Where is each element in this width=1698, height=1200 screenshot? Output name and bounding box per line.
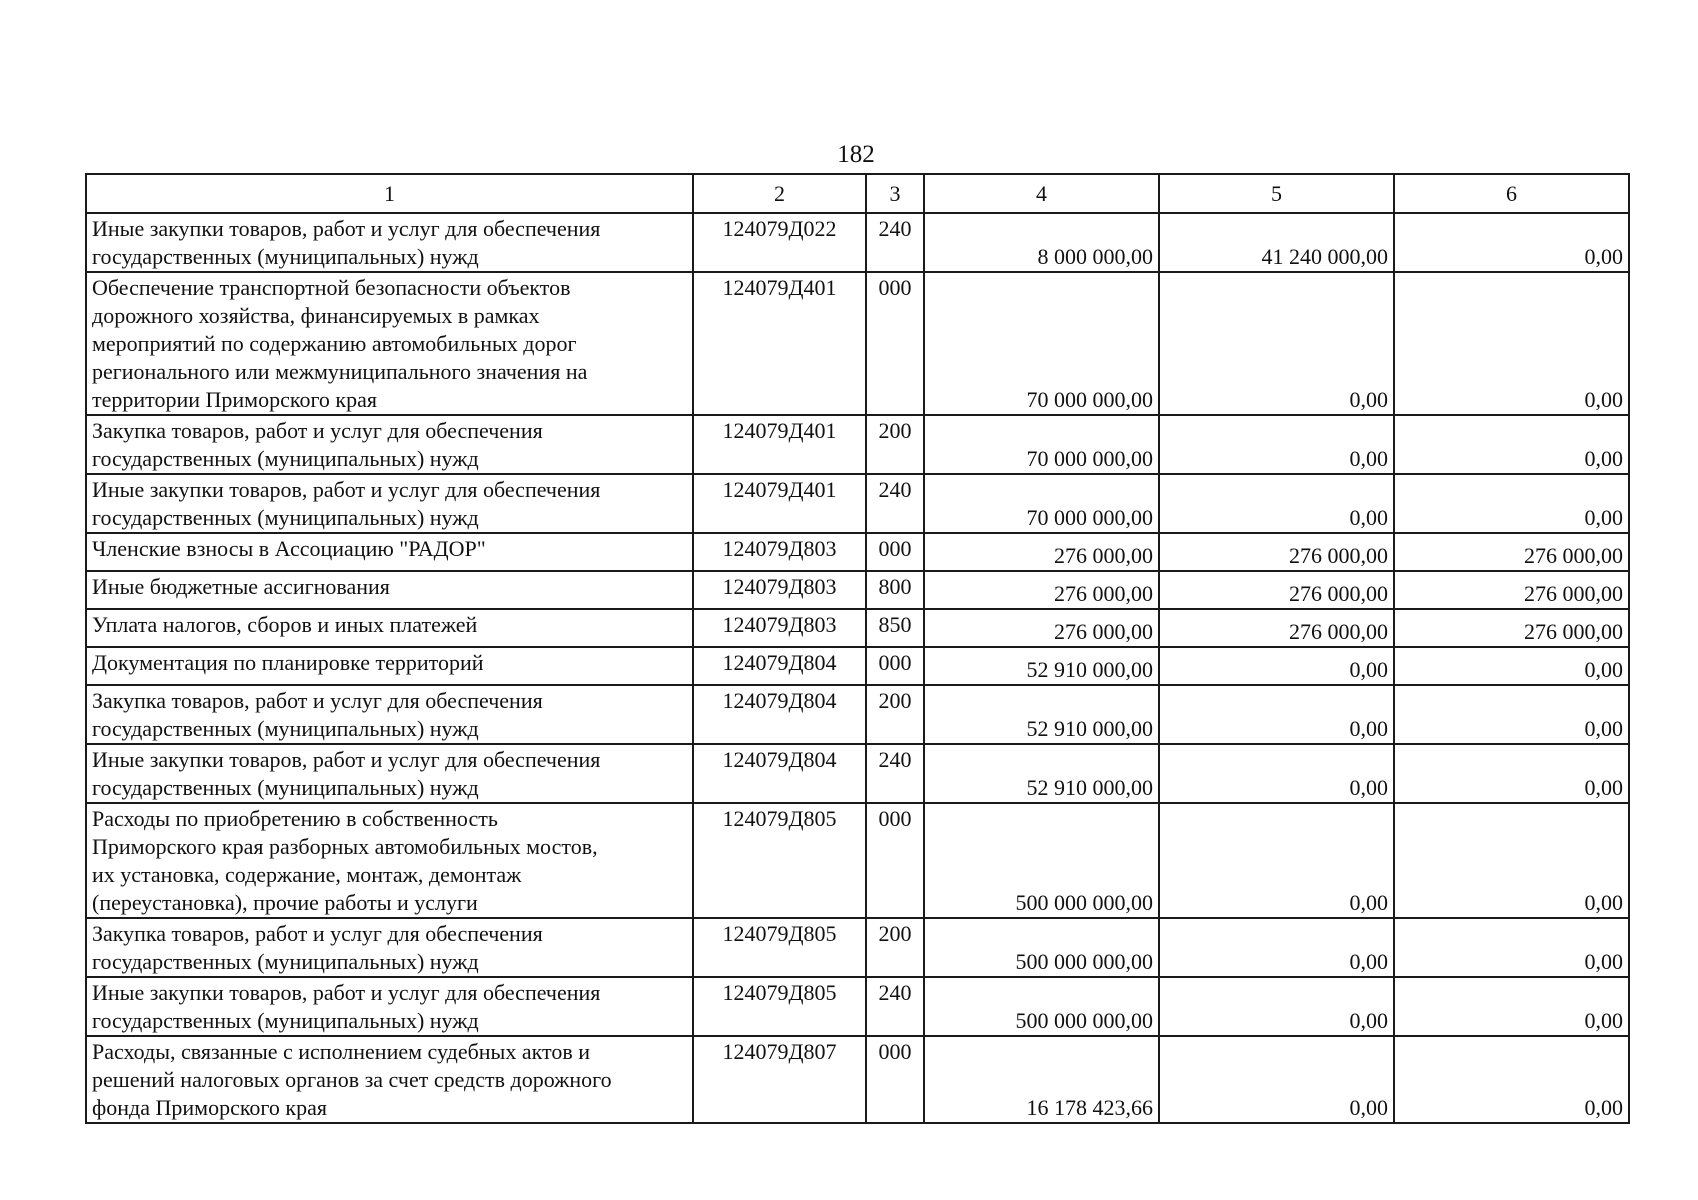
row-value-col4: 52 910 000,00 [924,744,1159,803]
row-name [86,571,693,609]
row-name-line: Закупка товаров, работ и услуг для обеспечения [92,418,543,443]
table-row [86,533,1629,571]
table-row [86,744,1629,803]
row-name [86,977,693,1036]
row-code: 124079Д022 [693,213,866,272]
table-body [86,213,1629,1123]
row-value-col6: 0,00 [1394,474,1629,533]
table-row [86,213,1629,272]
row-expense-type: 800 [866,571,924,609]
row-value-col5: 276 000,00 [1159,609,1394,647]
table-row [86,415,1629,474]
row-value-col4: 276 000,00 [924,609,1159,647]
row-code: 124079Д401 [693,272,866,415]
row-expense-type: 240 [866,977,924,1036]
row-name-line: государственных (муниципальных) нужд [92,949,479,974]
row-code: 124079Д401 [693,474,866,533]
row-name-line: Иные закупки товаров, работ и услуг для обеспечения [92,216,601,241]
row-value-col5: 0,00 [1159,474,1394,533]
row-code: 124079Д805 [693,803,866,918]
row-value-col6: 0,00 [1394,647,1629,685]
row-value-col6: 276 000,00 [1394,533,1629,571]
page-number: 182 [837,141,875,168]
row-value-col5: 41 240 000,00 [1159,213,1394,272]
row-value-col5: 276 000,00 [1159,571,1394,609]
row-value-col5: 0,00 [1159,744,1394,803]
row-name-line: государственных (муниципальных) нужд [92,775,479,800]
column-header-5: 5 [1159,174,1394,213]
row-value-col5: 0,00 [1159,685,1394,744]
row-value-col4: 8 000 000,00 [924,213,1159,272]
table-row [86,571,1629,609]
column-header-6: 6 [1394,174,1629,213]
row-name-line: дорожного хозяйства, финансируемых в рамках [92,303,540,328]
column-header-3: 3 [866,174,924,213]
row-name [86,918,693,977]
row-code: 124079Д803 [693,533,866,571]
row-expense-type: 200 [866,685,924,744]
row-value-col5: 0,00 [1159,415,1394,474]
row-value-col4: 70 000 000,00 [924,272,1159,415]
row-value-col4: 500 000 000,00 [924,977,1159,1036]
row-value-col4: 276 000,00 [924,571,1159,609]
row-name-line: их установка, содержание, монтаж, демонтаж [92,862,522,887]
row-name-line: (переустановка), прочие работы и услуги [92,890,478,915]
row-name-line: государственных (муниципальных) нужд [92,716,479,741]
table-header-row [86,174,1629,213]
row-name-line: государственных (муниципальных) нужд [92,244,479,269]
row-name [86,533,693,571]
row-expense-type: 200 [866,918,924,977]
table-row [86,474,1629,533]
table-row [86,685,1629,744]
row-code: 124079Д805 [693,918,866,977]
row-value-col6: 0,00 [1394,685,1629,744]
row-value-col5: 0,00 [1159,1036,1394,1123]
row-code: 124079Д804 [693,647,866,685]
row-value-col6: 0,00 [1394,272,1629,415]
row-value-col6: 276 000,00 [1394,609,1629,647]
row-name-line: Иные закупки товаров, работ и услуг для обеспечения [92,477,601,502]
row-expense-type: 240 [866,474,924,533]
row-name-line: Закупка товаров, работ и услуг для обеспечения [92,688,543,713]
row-name-line: регионального или межмуниципального значения на [92,359,588,384]
row-value-col4: 500 000 000,00 [924,803,1159,918]
row-value-col5: 0,00 [1159,803,1394,918]
row-value-col4: 52 910 000,00 [924,647,1159,685]
row-expense-type: 000 [866,803,924,918]
table-row [86,647,1629,685]
budget-table [85,173,1630,1124]
row-value-col6: 0,00 [1394,977,1629,1036]
table-row [86,803,1629,918]
row-expense-type: 240 [866,213,924,272]
row-expense-type: 000 [866,647,924,685]
row-name-line: Уплата налогов, сборов и иных платежей [92,612,478,637]
row-code: 124079Д807 [693,1036,866,1123]
row-value-col4: 276 000,00 [924,533,1159,571]
row-name [86,647,693,685]
row-name-line: Документация по планировке территорий [92,650,484,675]
row-code: 124079Д804 [693,744,866,803]
row-name-line: мероприятий по содержанию автомобильных дорог [92,331,577,356]
row-expense-type: 850 [866,609,924,647]
row-value-col4: 16 178 423,66 [924,1036,1159,1123]
row-value-col6: 0,00 [1394,803,1629,918]
row-value-col5: 0,00 [1159,977,1394,1036]
row-expense-type: 000 [866,1036,924,1123]
row-value-col5: 0,00 [1159,647,1394,685]
row-name-line: Закупка товаров, работ и услуг для обеспечения [92,921,543,946]
table-row [86,918,1629,977]
row-name [86,744,693,803]
row-code: 124079Д804 [693,685,866,744]
row-value-col6: 0,00 [1394,1036,1629,1123]
row-value-col6: 276 000,00 [1394,571,1629,609]
row-value-col4: 500 000 000,00 [924,918,1159,977]
row-name [86,1036,693,1123]
row-name [86,685,693,744]
row-expense-type: 240 [866,744,924,803]
row-value-col4: 70 000 000,00 [924,415,1159,474]
row-code: 124079Д803 [693,609,866,647]
row-value-col6: 0,00 [1394,213,1629,272]
row-name-line: Обеспечение транспортной безопасности объектов [92,275,571,300]
column-header-4: 4 [924,174,1159,213]
row-name [86,213,693,272]
row-value-col4: 52 910 000,00 [924,685,1159,744]
row-expense-type: 200 [866,415,924,474]
row-name-line: решений налоговых органов за счет средств дорожного [92,1067,612,1092]
row-name-line: территории Приморского края [92,387,377,412]
row-name-line: Приморского края разборных автомобильных мостов, [92,834,598,859]
row-value-col5: 0,00 [1159,272,1394,415]
row-name-line: Иные закупки товаров, работ и услуг для обеспечения [92,980,601,1005]
column-header-2: 2 [693,174,866,213]
row-name [86,609,693,647]
row-code: 124079Д401 [693,415,866,474]
table-row [86,1036,1629,1123]
row-expense-type: 000 [866,533,924,571]
column-header-1: 1 [86,174,693,213]
row-name [86,474,693,533]
row-name-line: Членские взносы в Ассоциацию "РАДОР" [92,536,486,561]
row-name-line: фонда Приморского края [92,1095,327,1120]
row-name [86,415,693,474]
row-name-line: Иные бюджетные ассигнования [92,574,390,599]
row-name-line: Расходы, связанные с исполнением судебных актов и [92,1039,590,1064]
row-name-line: государственных (муниципальных) нужд [92,446,479,471]
row-value-col4: 70 000 000,00 [924,474,1159,533]
table-row [86,272,1629,415]
table-row [86,609,1629,647]
row-name [86,803,693,918]
row-name-line: Расходы по приобретению в собственность [92,806,498,831]
row-name-line: государственных (муниципальных) нужд [92,1008,479,1033]
row-code: 124079Д805 [693,977,866,1036]
row-value-col6: 0,00 [1394,918,1629,977]
row-name [86,272,693,415]
row-value-col5: 0,00 [1159,918,1394,977]
row-value-col5: 276 000,00 [1159,533,1394,571]
row-expense-type: 000 [866,272,924,415]
row-value-col6: 0,00 [1394,744,1629,803]
row-name-line: Иные закупки товаров, работ и услуг для обеспечения [92,747,601,772]
row-code: 124079Д803 [693,571,866,609]
row-value-col6: 0,00 [1394,415,1629,474]
table-row [86,977,1629,1036]
row-name-line: государственных (муниципальных) нужд [92,505,479,530]
